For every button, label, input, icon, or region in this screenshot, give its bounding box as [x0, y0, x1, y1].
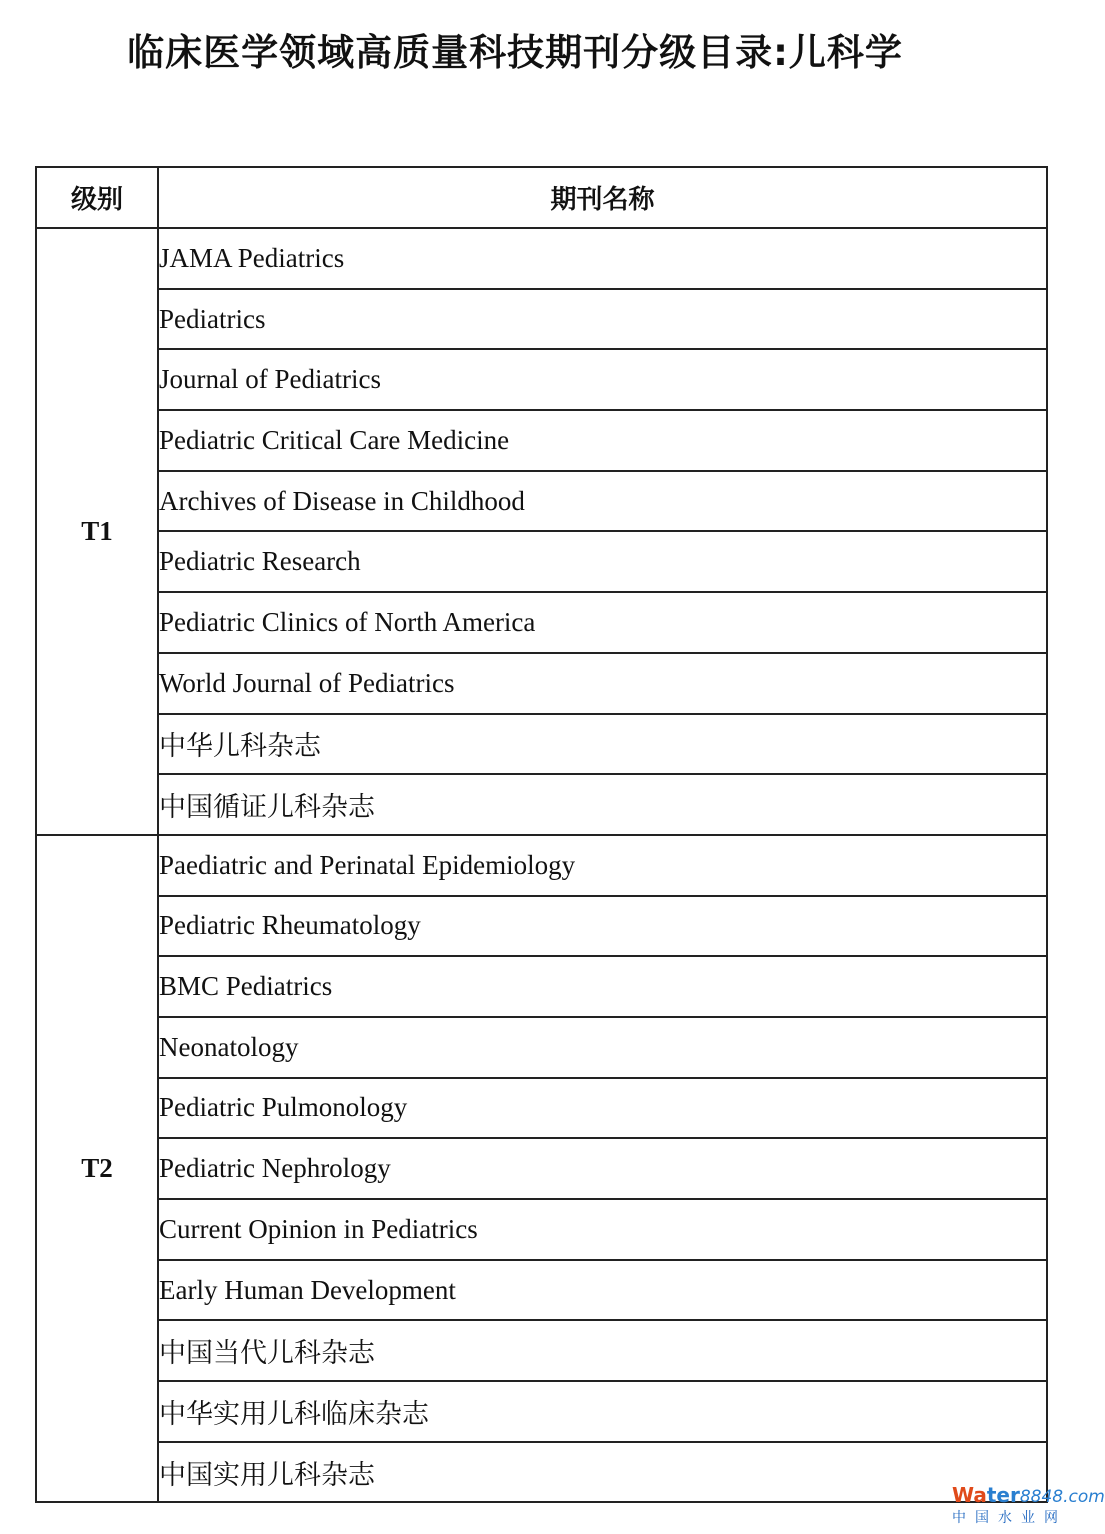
journal-name-cell: 中华儿科杂志	[158, 714, 1047, 775]
table-row	[36, 471, 1047, 532]
table-row	[36, 653, 1047, 714]
watermark-logo-part3: 8848	[1019, 1487, 1064, 1507]
journal-name-cell: Pediatric Research	[158, 531, 1047, 592]
table-row	[36, 531, 1047, 592]
table-row	[36, 896, 1047, 957]
journal-name-cell: 中国循证儿科杂志	[158, 774, 1047, 835]
table-row	[36, 349, 1047, 410]
journal-name-cell: Pediatric Nephrology	[158, 1138, 1047, 1199]
table-header-row	[36, 167, 1047, 228]
table-row	[36, 1381, 1047, 1442]
journal-name-cell: Neonatology	[158, 1017, 1047, 1078]
watermark-logo	[952, 1483, 1105, 1532]
table-row	[36, 714, 1047, 775]
page-title: 临床医学领域高质量科技期刊分级目录:儿科学	[127, 31, 903, 74]
journal-name-cell: JAMA Pediatrics	[158, 228, 1047, 289]
journal-name-cell: Paediatric and Perinatal Epidemiology	[158, 835, 1047, 896]
journal-table	[35, 166, 1048, 1503]
table-row	[36, 835, 1047, 896]
table-row	[36, 1199, 1047, 1260]
table-row	[36, 1138, 1047, 1199]
table-row	[36, 1320, 1047, 1381]
table-row	[36, 1078, 1047, 1139]
journal-name-cell: Pediatric Clinics of North America	[158, 592, 1047, 653]
level-column-header: 级别	[36, 167, 158, 228]
table-row	[36, 1017, 1047, 1078]
table-row	[36, 774, 1047, 835]
journal-name-cell: Pediatric Rheumatology	[158, 896, 1047, 957]
watermark-logo-suffix: .com	[1063, 1487, 1105, 1507]
journal-name-cell: Current Opinion in Pediatrics	[158, 1199, 1047, 1260]
watermark-logo-part2: ter	[986, 1483, 1020, 1507]
journal-name-cell: Pediatric Critical Care Medicine	[158, 410, 1047, 471]
journal-name-cell: Pediatric Pulmonology	[158, 1078, 1047, 1139]
watermark-logo-text	[952, 1483, 1105, 1508]
watermark-subtitle: 中国水业网	[952, 1510, 1067, 1526]
table-body	[36, 228, 1047, 1502]
table-row	[36, 289, 1047, 350]
journal-name-cell: 中国当代儿科杂志	[158, 1320, 1047, 1381]
journal-name-cell: Pediatrics	[158, 289, 1047, 350]
journal-name-cell: BMC Pediatrics	[158, 956, 1047, 1017]
table-row	[36, 410, 1047, 471]
table-row	[36, 1442, 1047, 1503]
table-row	[36, 592, 1047, 653]
name-column-header: 期刊名称	[158, 167, 1047, 228]
table-row	[36, 1260, 1047, 1321]
table-row	[36, 956, 1047, 1017]
table-row	[36, 228, 1047, 289]
level-cell: T2	[36, 835, 158, 1503]
journal-name-cell: Archives of Disease in Childhood	[158, 471, 1047, 532]
journal-name-cell: Journal of Pediatrics	[158, 349, 1047, 410]
journal-name-cell: 中国实用儿科杂志	[158, 1442, 1047, 1503]
journal-name-cell: 中华实用儿科临床杂志	[158, 1381, 1047, 1442]
journal-name-cell: World Journal of Pediatrics	[158, 653, 1047, 714]
level-cell: T1	[36, 228, 158, 835]
journal-name-cell: Early Human Development	[158, 1260, 1047, 1321]
watermark-logo-part1: Wa	[952, 1483, 987, 1507]
